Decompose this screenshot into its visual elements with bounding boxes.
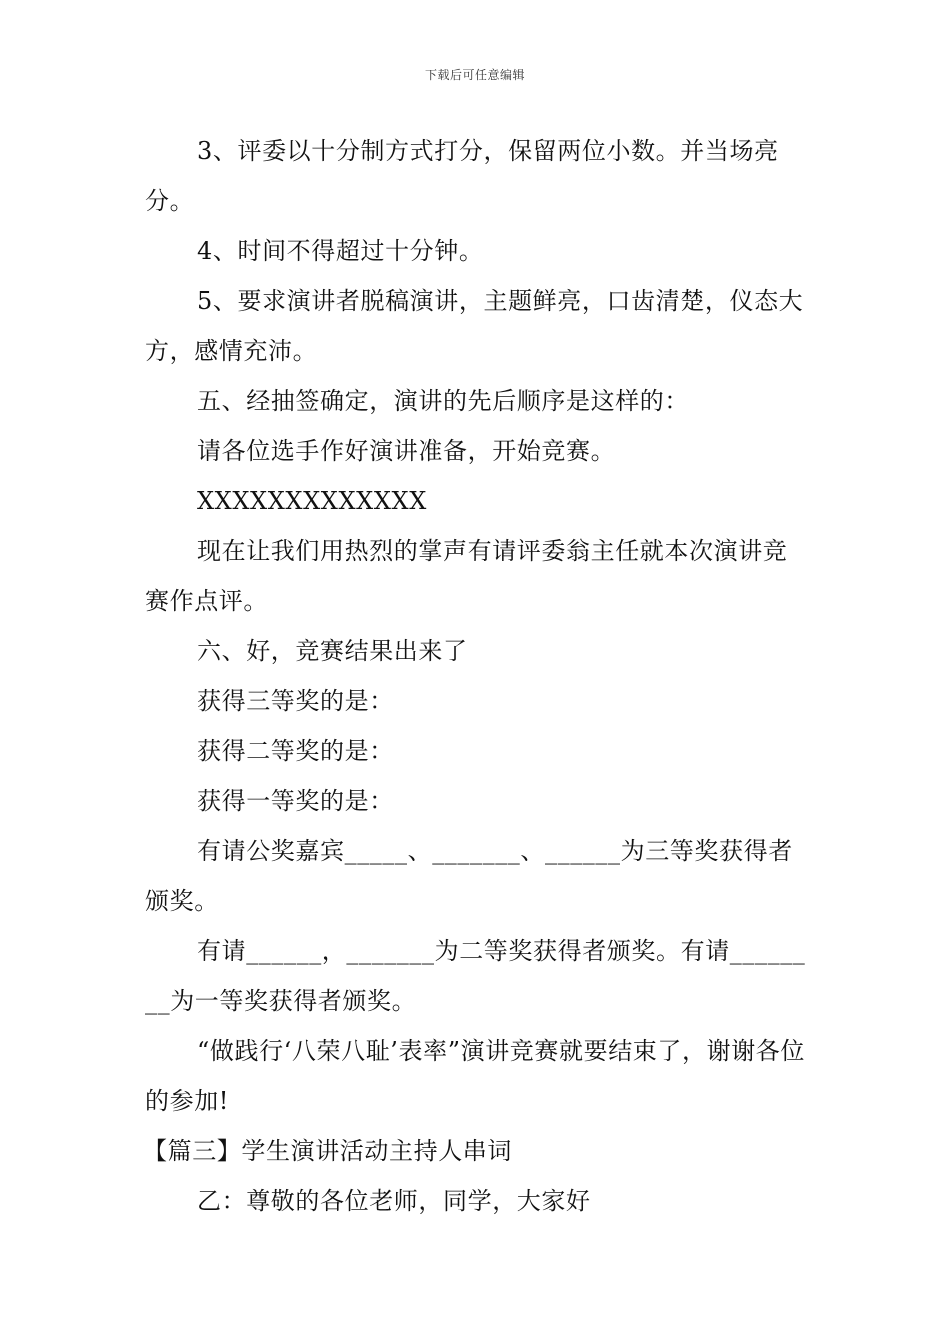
paragraph: 请各位选手作好演讲准备，开始竞赛。 — [197, 437, 616, 465]
section-heading: 【篇三】学生演讲活动主持人串词 — [143, 1137, 512, 1165]
paragraph: 乙：尊敬的各位老师，同学，大家好 — [197, 1187, 591, 1215]
paragraph: XXXXXXXXXXXXX — [197, 487, 427, 515]
paragraph: 3、评委以十分制方式打分，保留两位小数。并当场亮分。 — [145, 137, 779, 215]
paragraph: 现在让我们用热烈的掌声有请评委翁主任就本次演讲竞赛作点评。 — [145, 537, 788, 615]
paragraph: 4、时间不得超过十分钟。 — [197, 237, 484, 265]
header-note: 下载后可任意编辑 — [424, 68, 525, 82]
paragraph: 获得二等奖的是： — [197, 737, 394, 765]
paragraph: 获得三等奖的是： — [197, 687, 394, 715]
paragraph: 有请______，_______为二等奖获得者颁奖。有请________为一等奖获得者颁奖。 — [145, 937, 806, 1015]
document-body — [145, 126, 809, 1226]
paragraph: 五、经抽签确定，演讲的先后顺序是这样的： — [197, 387, 689, 415]
paragraph: “做践行‘八荣八耻’表率”演讲竞赛就要结束了，谢谢各位的参加! — [145, 1037, 805, 1115]
paragraph: 六、好，竞赛结果出来了 — [197, 637, 468, 665]
paragraph: 获得一等奖的是： — [197, 787, 394, 815]
paragraph: 5、要求演讲者脱稿演讲，主题鲜亮，口齿清楚，仪态大方，感情充沛。 — [145, 287, 804, 365]
paragraph: 有请公奖嘉宾_____、_______、______为三等奖获得者颁奖。 — [145, 837, 793, 915]
